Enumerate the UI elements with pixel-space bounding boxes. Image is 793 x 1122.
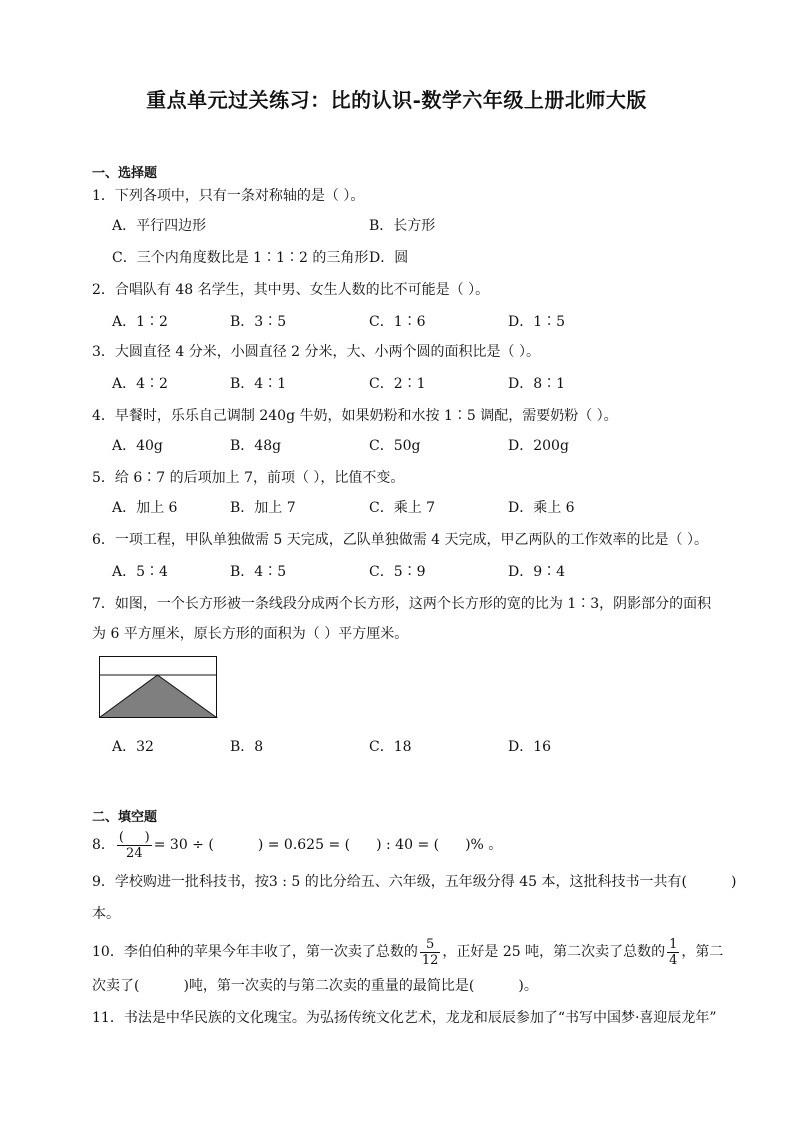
question-1-stem: 1．下列各项中，只有一条对称轴的是（ ）。 [92, 188, 365, 204]
question-3-option-d: D．8∶1 [508, 376, 566, 392]
question-5-stem: 5．给 6∶7 的后项加上 7，前项（ ），比值不变。 [92, 470, 405, 486]
question-5-option-a: A．加上 6 [112, 500, 178, 516]
question-5-option-c: C．乘上 7 [369, 500, 436, 516]
question-10-text-3: ，第二 [681, 944, 724, 960]
fraction-denominator: 12 [421, 952, 439, 968]
section-heading-fill-in: 二、填空题 [92, 810, 158, 825]
question-8-eq-3: ) : 40 = ( [376, 837, 440, 853]
question-6-option-d: D．9∶4 [508, 564, 566, 580]
question-1-option-a: A．平行四边形 [112, 218, 207, 234]
question-3-stem: 3．大圆直径 4 分米，小圆直径 2 分米，大、小两个圆的面积比是（ ）。 [92, 344, 540, 360]
question-10-line-1 [92, 934, 723, 970]
question-9-line-2: 本。 [92, 906, 120, 922]
fraction-5-12 [420, 937, 441, 968]
question-4-option-c: C．50g [369, 438, 421, 454]
question-2-option-b: B．3∶5 [230, 314, 287, 330]
page-title: 重点单元过关练习：比的认识-数学六年级上册北师大版 [146, 88, 647, 112]
question-10-text-2: ，正好是 25 吨，第二次卖了总数的 [442, 944, 666, 960]
question-2-option-d: D．1∶5 [508, 314, 566, 330]
question-1-option-b: B．长方形 [369, 218, 436, 234]
question-8-number: 8． [92, 837, 115, 853]
question-8-eq-2: ) = 0.625 = ( [257, 837, 351, 853]
question-7-option-c: C．18 [369, 739, 412, 755]
question-10-text-4: 次卖了( [92, 978, 140, 994]
question-8-eq-1: = 30 ÷ ( [153, 837, 214, 853]
question-8-eq-4: )% 。 [465, 837, 503, 853]
question-5-option-b: B．加上 7 [230, 500, 296, 516]
question-4-option-b: B．48g [230, 438, 282, 454]
question-10-text-5: )吨，第一次卖的与第二次卖的重量的最简比是( [183, 978, 475, 994]
question-9-close: ) [730, 874, 737, 890]
question-1-option-c: C．三个内角度数比是 1∶1∶2 的三角形 [112, 250, 369, 266]
question-4-option-d: D．200g [508, 438, 569, 454]
question-6-option-b: B．4∶5 [230, 564, 287, 580]
question-8 [92, 828, 502, 862]
question-7-option-d: D．16 [508, 739, 552, 755]
question-4-option-a: A．40g [112, 438, 163, 454]
fraction-denominator: 24 [126, 845, 143, 861]
question-10-line-2 [92, 976, 538, 996]
question-2-option-c: C．1∶6 [369, 314, 426, 330]
question-7-option-b: B．8 [230, 739, 264, 755]
question-6-stem: 6．一项工程，甲队单独做需 5 天完成，乙队单独做需 4 天完成，甲乙两队的工作效率的比是（ ）。 [92, 532, 708, 548]
fraction-numerator: 5 [420, 937, 441, 953]
question-1-option-d: D．圆 [369, 250, 409, 266]
question-2-option-a: A．1∶2 [112, 314, 168, 330]
fraction-numerator-blank: ( ) [118, 829, 150, 845]
question-7-stem-line-1: 7．如图，一个长方形被一条线段分成两个长方形，这两个长方形的宽的比为 1∶3，阴影部分的面积 [92, 596, 712, 612]
question-4-stem: 4．早餐时，乐乐自己调制 240g 牛奶，如果奶粉和水按 1∶5 调配，需要奶粉（ ）。 [92, 408, 618, 424]
fraction-1-4 [667, 937, 679, 968]
question-6-option-c: C．5∶9 [369, 564, 426, 580]
question-6-option-a: A．5∶4 [112, 564, 168, 580]
question-5-option-d: D．乘上 6 [508, 500, 575, 516]
rectangle-triangle-figure [99, 656, 219, 720]
question-10-text-6: )。 [518, 978, 538, 994]
question-3-option-a: A．4∶2 [112, 376, 168, 392]
fraction-numerator: 1 [669, 936, 678, 952]
question-9-line-1 [92, 872, 736, 892]
fraction-denominator: 4 [669, 952, 678, 968]
question-3-option-c: C．2∶1 [369, 376, 426, 392]
question-3-option-b: B．4∶1 [230, 376, 287, 392]
section-heading-choice: 一、选择题 [92, 166, 158, 181]
question-10-text-1: 10．李伯伯种的苹果今年丰收了，第一次卖了总数的 [92, 944, 418, 960]
question-9-text: 9．学校购进一批科技书，按3 : 5 的比分给五、六年级，五年级分得 45 本，这批科技书一共有( [92, 874, 687, 890]
question-2-stem: 2．合唱队有 48 名学生，其中男、女生人数的比不可能是（ ）。 [92, 282, 490, 298]
question-7-stem-line-2: 为 6 平方厘米，原长方形的面积为（ ）平方厘米。 [92, 626, 409, 642]
question-7-option-a: A．32 [112, 739, 154, 755]
question-11-stem: 11．书法是中华民族的文化瑰宝。为弘扬传统文化艺术，龙龙和辰辰参加了“书写中国梦·喜迎辰龙年” [92, 1010, 717, 1026]
question-8-fraction [117, 830, 152, 861]
